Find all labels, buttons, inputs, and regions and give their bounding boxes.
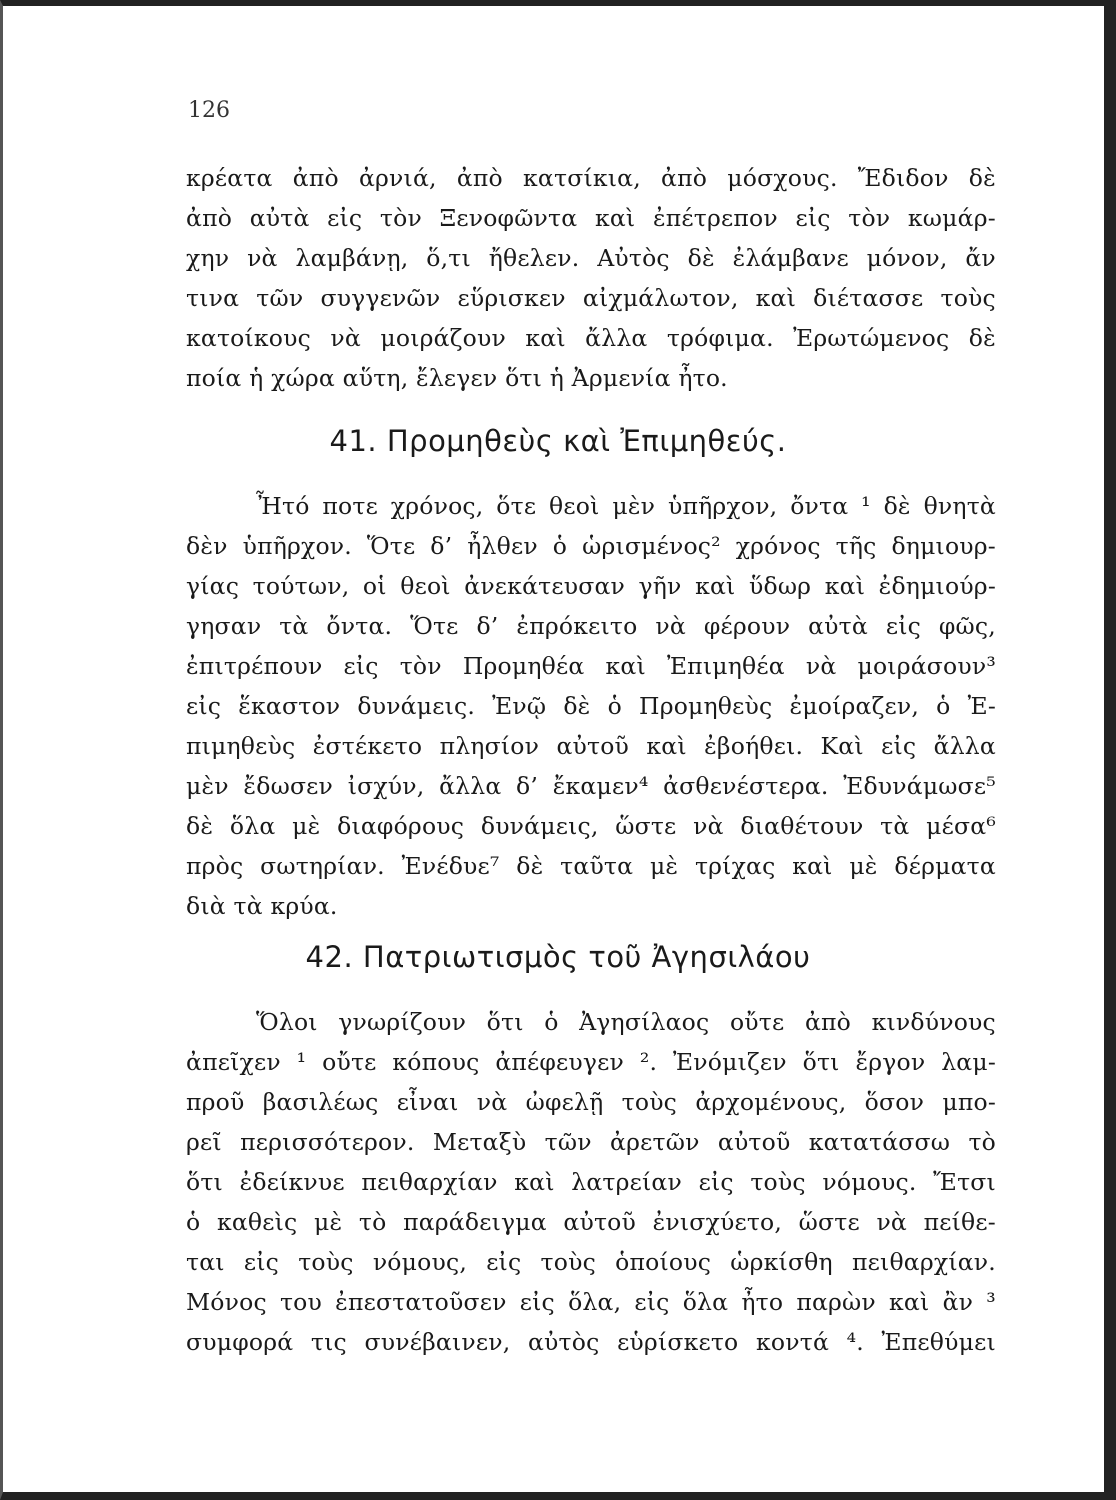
- text-line: χην νὰ λαμβάνῃ, ὅ,τι ἤθελεν. Αὐτὸς δὲ ἐλάμβανε μόνον, ἄν: [186, 244, 996, 272]
- text-line: ρεῖ περισσότερον. Μεταξὺ τῶν ἀρετῶν αὐτοῦ κατατάσσω τὸ: [186, 1128, 996, 1156]
- text-line: γίας τούτων, οἱ θεοὶ ἀνεκάτευσαν γῆν καὶ ὕδωρ καὶ ἐδημιούρ-: [186, 572, 996, 600]
- section-42-title: 42. Πατριωτισμὸς τοῦ Ἀγησιλάου: [305, 940, 811, 974]
- text-line: τινα τῶν συγγενῶν εὕρισκεν αἰχμάλωτον, καὶ διέτασσε τοὺς: [186, 284, 996, 312]
- text-line: μὲν ἔδωσεν ἰσχύν, ἄλλα δ’ ἔκαμεν⁴ ἀσθενέστερα. Ἐδυνάμωσε⁵: [186, 772, 996, 800]
- text-line: κατοίκους νὰ μοιράζουν καὶ ἄλλα τρόφιμα. Ἐρωτώμενος δὲ: [186, 324, 996, 352]
- text-line: πρὸς σωτηρίαν. Ἐνέδυε⁷ δὲ ταῦτα μὲ τρίχας καὶ μὲ δέρματα: [186, 852, 996, 880]
- text-line: εἰς ἕκαστον δυνάμεις. Ἐνῷ δὲ ὁ Προμηθεὺς ἐμοίραζεν, ὁ Ἐ-: [186, 692, 996, 720]
- text-line: ἐπιτρέπουν εἰς τὸν Προμηθέα καὶ Ἐπιμηθέα νὰ μοιράσουν³: [186, 652, 996, 680]
- text-line: δὲν ὑπῆρχον. Ὅτε δ’ ἦλθεν ὁ ὡρισμένος² χρόνος τῆς δημιουρ-: [186, 532, 996, 560]
- text-line: δὲ ὅλα μὲ διαφόρους δυνάμεις, ὥστε νὰ διαθέτουν τὰ μέσα⁶: [186, 812, 996, 840]
- text-line: κρέατα ἀπὸ ἀρνιά, ἀπὸ κατσίκια, ἀπὸ μόσχους. Ἔδιδον δὲ: [186, 164, 996, 192]
- text-line: Ὅλοι γνωρίζουν ὅτι ὁ Ἀγησίλαος οὔτε ἀπὸ κινδύνους: [256, 1008, 996, 1036]
- text-line: Μόνος του ἐπεστατοῦσεν εἰς ὅλα, εἰς ὅλα ἦτο παρὼν καὶ ἂν ³: [186, 1288, 996, 1316]
- page-number: 126: [188, 98, 230, 123]
- text-line: συμφορά τις συνέβαινεν, αὐτὸς εὑρίσκετο κοντά ⁴. Ἐπεθύμει: [186, 1328, 996, 1356]
- text-line: ὅτι ἐδείκνυε πειθαρχίαν καὶ λατρείαν εἰς τοὺς νόμους. Ἔτσι: [186, 1168, 996, 1196]
- paragraph-top: [186, 158, 996, 398]
- text-line: πιμηθεὺς ἐστέκετο πλησίον αὐτοῦ καὶ ἐβοήθει. Καὶ εἰς ἄλλα: [186, 732, 996, 760]
- text-line: ποία ἡ χώρα αὕτη, ἔλεγεν ὅτι ἡ Ἀρμενία ἦτο.: [186, 364, 728, 392]
- text-line: διὰ τὰ κρύα.: [186, 892, 338, 920]
- section-41-body: [186, 486, 996, 926]
- text-line: ἀπὸ αὐτὰ εἰς τὸν Ξενοφῶντα καὶ ἐπέτρεπον εἰς τὸν κωμάρ-: [186, 204, 996, 232]
- section-41-title: 41. Προμηθεὺς καὶ Ἐπιμηθεύς.: [329, 424, 787, 458]
- section-42-body: [186, 1002, 996, 1362]
- text-line: ὁ καθεὶς μὲ τὸ παράδειγμα αὐτοῦ ἐνισχύετο, ὥστε νὰ πείθε-: [186, 1208, 996, 1236]
- text-line: Ἦτό ποτε χρόνος, ὅτε θεοὶ μὲν ὑπῆρχον, ὄντα ¹ δὲ θνητὰ: [256, 492, 996, 520]
- text-line: γησαν τὰ ὄντα. Ὅτε δ’ ἐπρόκειτο νὰ φέρουν αὐτὰ εἰς φῶς,: [186, 612, 996, 640]
- text-line: ται εἰς τοὺς νόμους, εἰς τοὺς ὁποίους ὡρκίσθη πειθαρχίαν.: [186, 1248, 996, 1276]
- text-line: ἀπεῖχεν ¹ οὔτε κόπους ἀπέφευγεν ². Ἐνόμιζεν ὅτι ἔργον λαμ-: [186, 1048, 996, 1076]
- text-line: προῦ βασιλέως εἶναι νὰ ὠφελῇ τοὺς ἀρχομένους, ὅσον μπο-: [186, 1088, 996, 1116]
